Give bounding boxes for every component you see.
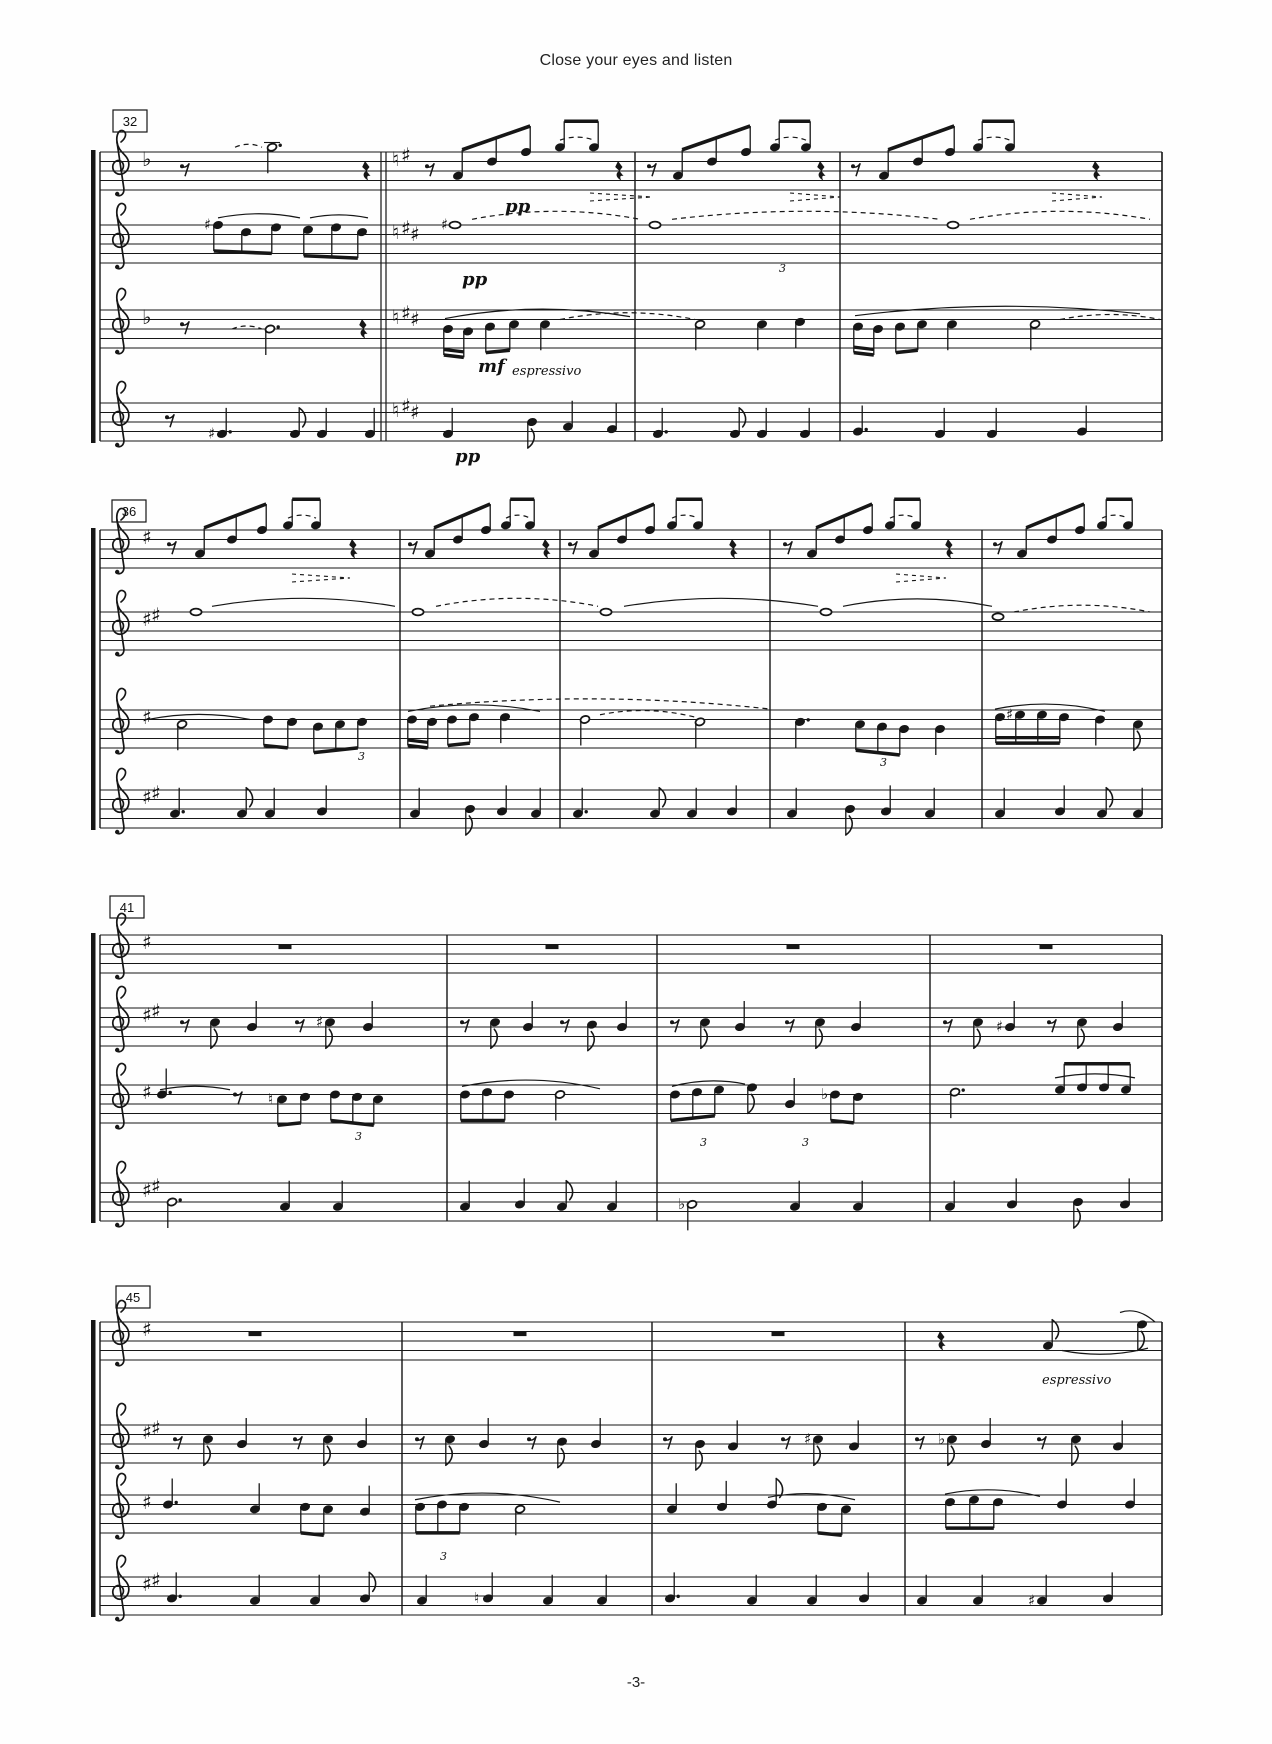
staff — [100, 499, 1162, 582]
treble-clef-icon — [113, 986, 129, 1052]
svg-text:41: 41 — [119, 900, 135, 915]
svg-text:3: 3 — [358, 750, 365, 763]
svg-text:♯: ♯ — [142, 1080, 152, 1104]
treble-clef-icon — [113, 203, 129, 269]
svg-text:♯: ♯ — [142, 1178, 152, 1202]
svg-text:♯: ♯ — [142, 607, 152, 631]
svg-text:♯: ♯ — [401, 143, 411, 167]
svg-text:♯: ♯ — [142, 1572, 152, 1596]
svg-text:♮: ♮ — [268, 1089, 274, 1108]
svg-text:♯: ♯ — [151, 999, 161, 1023]
svg-text:♯: ♯ — [142, 1003, 152, 1027]
staff — [100, 121, 1162, 217]
staff — [100, 913, 1162, 979]
svg-text:♮: ♮ — [474, 1588, 480, 1607]
svg-text:♯: ♯ — [142, 930, 152, 954]
svg-text:espressivo: espressivo — [1042, 1373, 1112, 1388]
svg-text:3: 3 — [700, 1136, 707, 1149]
system-36 — [91, 499, 1162, 835]
svg-text:3: 3 — [440, 1550, 447, 1563]
svg-text:3: 3 — [880, 756, 887, 769]
treble-clef-icon — [113, 688, 129, 754]
staff — [100, 1555, 1162, 1621]
svg-text:♯: ♯ — [401, 301, 411, 325]
treble-clef-icon — [113, 130, 129, 196]
system-41 — [91, 896, 1162, 1230]
system-32 — [91, 110, 1162, 467]
staff — [100, 1473, 1162, 1563]
svg-text:36: 36 — [121, 504, 137, 519]
staff — [100, 1063, 1162, 1149]
svg-text:♯: ♯ — [410, 400, 420, 424]
svg-text:♯: ♯ — [151, 1568, 161, 1592]
svg-text:♯: ♯ — [142, 1420, 152, 1444]
staff — [100, 203, 1162, 290]
svg-text:♭: ♭ — [938, 1429, 946, 1448]
svg-text:♯: ♯ — [142, 525, 152, 549]
system-45 — [91, 1286, 1162, 1621]
treble-clef-icon — [113, 288, 129, 354]
treble-clef-icon — [113, 1473, 129, 1539]
staff — [100, 768, 1162, 835]
svg-text:pp: pp — [462, 269, 488, 290]
svg-text:♯: ♯ — [151, 1174, 161, 1198]
svg-text:♯: ♯ — [401, 394, 411, 418]
svg-text:espressivo: espressivo — [512, 364, 582, 379]
staff — [100, 262, 1162, 379]
treble-clef-icon — [113, 590, 129, 656]
staff — [100, 688, 1162, 769]
staff — [100, 381, 1162, 467]
svg-text:♭: ♭ — [142, 147, 152, 171]
svg-text:3: 3 — [779, 262, 786, 275]
treble-clef-icon — [113, 1300, 129, 1366]
treble-clef-icon — [113, 1161, 129, 1227]
svg-text:♯: ♯ — [410, 307, 420, 331]
svg-text:♮: ♮ — [392, 305, 400, 329]
treble-clef-icon — [113, 1403, 129, 1469]
svg-text:♮: ♮ — [392, 220, 400, 244]
piece-title: Close your eyes and listen — [539, 52, 733, 69]
svg-text:♯: ♯ — [1006, 705, 1014, 724]
svg-text:♭: ♭ — [821, 1085, 829, 1103]
svg-text:♯: ♯ — [151, 1416, 161, 1440]
treble-clef-icon — [113, 381, 129, 447]
svg-text:♯: ♯ — [996, 1017, 1004, 1036]
svg-text:32: 32 — [122, 114, 138, 129]
svg-text:mf: mf — [478, 356, 505, 377]
svg-text:♭: ♭ — [142, 305, 152, 329]
svg-text:♯: ♯ — [142, 1490, 152, 1514]
svg-text:♯: ♯ — [142, 705, 152, 729]
svg-text:pp: pp — [505, 196, 531, 217]
treble-clef-icon — [113, 913, 129, 979]
staff — [100, 1161, 1162, 1230]
svg-text:♯: ♯ — [151, 781, 161, 805]
staff — [100, 986, 1162, 1052]
svg-text:♯: ♯ — [1028, 1591, 1036, 1610]
staff — [100, 1300, 1162, 1388]
svg-text:♯: ♯ — [142, 785, 152, 809]
svg-text:♯: ♯ — [441, 215, 449, 234]
svg-text:3: 3 — [802, 1136, 809, 1149]
treble-clef-icon — [113, 768, 129, 834]
svg-text:♮: ♮ — [392, 398, 400, 422]
svg-text:♯: ♯ — [316, 1012, 324, 1031]
svg-text:3: 3 — [355, 1130, 362, 1143]
staff — [100, 1403, 1162, 1470]
page-number: -3- — [626, 1674, 646, 1691]
svg-text:♮: ♮ — [392, 147, 400, 171]
svg-text:♯: ♯ — [208, 424, 216, 443]
svg-text:♯: ♯ — [804, 1429, 812, 1448]
svg-text:45: 45 — [125, 1290, 141, 1305]
svg-text:♯: ♯ — [401, 216, 411, 240]
treble-clef-icon — [113, 1555, 129, 1621]
svg-text:♯: ♯ — [151, 603, 161, 627]
svg-text:♯: ♯ — [410, 222, 420, 246]
svg-text:♯: ♯ — [142, 1317, 152, 1341]
svg-text:pp: pp — [455, 446, 481, 467]
svg-text:♯: ♯ — [204, 215, 212, 234]
staff — [100, 590, 1162, 656]
svg-text:♭: ♭ — [678, 1194, 686, 1213]
treble-clef-icon — [113, 1063, 129, 1129]
